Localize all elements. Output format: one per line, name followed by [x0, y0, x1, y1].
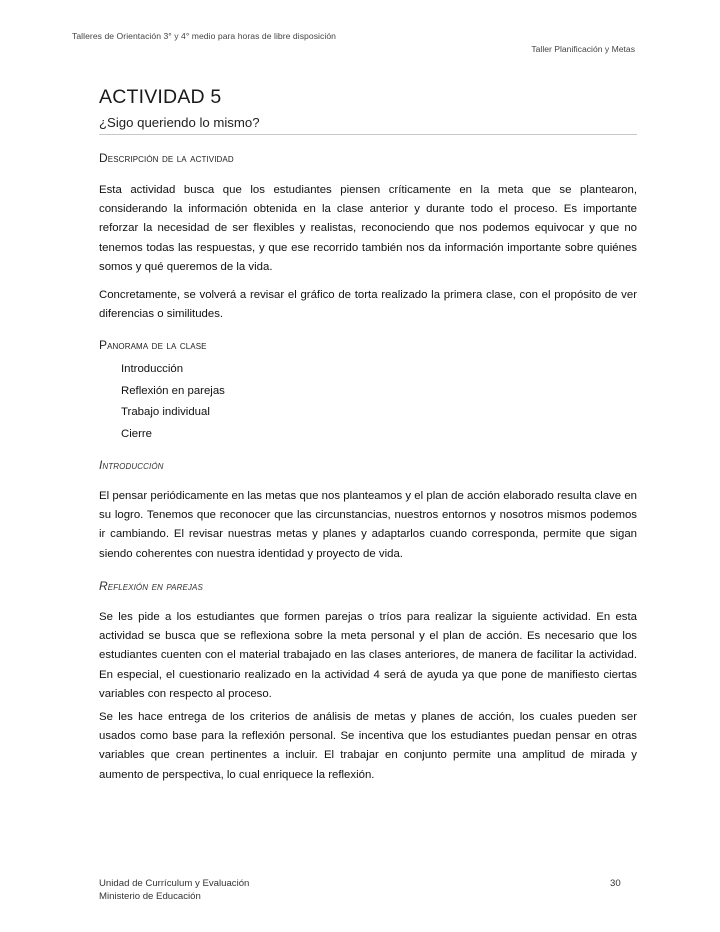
section-heading-panorama: Panorama de la clase — [99, 338, 207, 352]
class-overview-list — [121, 360, 225, 447]
list-item: Reflexión en parejas — [121, 384, 225, 397]
footer-institution — [99, 878, 249, 903]
footer-unit: Unidad de Currículum y Evaluación — [99, 878, 250, 889]
list-item: Introducción — [121, 363, 184, 375]
activity-title: ACTIVIDAD 5 — [99, 86, 222, 108]
paragraph-descripcion-2: Concretamente, se volverá a revisar el gráfico de torta realizado la primera clase, con el propósito de ver diferencias o similitudes. — [99, 289, 637, 321]
running-header-left: Talleres de Orientación 3° y 4° medio para horas de libre disposición — [72, 31, 336, 41]
list-item: Trabajo individual — [121, 406, 210, 419]
section-heading-descripcion: Descripción de la actividad — [99, 151, 234, 165]
section-heading-reflexion: Reflexión en parejas — [99, 579, 203, 593]
paragraph-descripcion-1: Esta actividad busca que los estudiantes piensen críticamente en la meta que se plantearon, considerando la información obtenida en la clase anterior y durante todo el proceso. Es importante reforzar la necesidad de ser flexibles y realistas, reconociendo que nos podemos equivocar y que no tenemos todas las respuestas, y que ese recorrido también nos da información importante sobre quiénes somos y qué queremos de la vida. — [99, 184, 637, 273]
paragraph-reflexion-1: Se les pide a los estudiantes que formen parejas o tríos para realizar la siguiente actividad. En esta actividad se busca que se reflexiona sobre la meta personal y el plan de acción. Es necesario que los estudiantes cuenten con el material trabajado en las clases anteriores, de manera de facilitar la actividad. En especial, el cuestionario realizado en la actividad 4 será de ayuda ya que pone de manifiesto ciertas variables con respecto al proceso. — [99, 611, 637, 700]
section-heading-introduccion: Introducción — [99, 458, 164, 472]
activity-subtitle: ¿Sigo queriendo lo mismo? — [99, 115, 260, 130]
title-divider — [99, 134, 637, 135]
paragraph-introduccion: El pensar periódicamente en las metas que nos planteamos y el plan de acción elaborado resulta clave en su logro. Tenemos que reconocer que las circunstancias, nuestros entornos y nosotros mismos podemos ir cambiando. El revisar nuestras metas y planes y adaptarlos cuando corresponda, permite que sigan siendo coherentes con nuestra identidad y proyecto de vida. — [99, 490, 637, 560]
running-header-right: Taller Planificación y Metas — [531, 44, 635, 54]
footer-ministry: Ministerio de Educación — [99, 890, 201, 902]
page-number: 30 — [610, 878, 621, 889]
paragraph-reflexion-2: Se les hace entrega de los criterios de análisis de metas y planes de acción, los cuales pueden ser usados como base para la reflexión personal. Se incentiva que los estudiantes puedan pensar en otras variables que crean pertinentes a incluir. El trabajar en conjunto permite una amplitud de mirada y aumento de perspectiva, lo cual enriquece la reflexión. — [99, 711, 637, 781]
list-item: Cierre — [121, 428, 153, 441]
